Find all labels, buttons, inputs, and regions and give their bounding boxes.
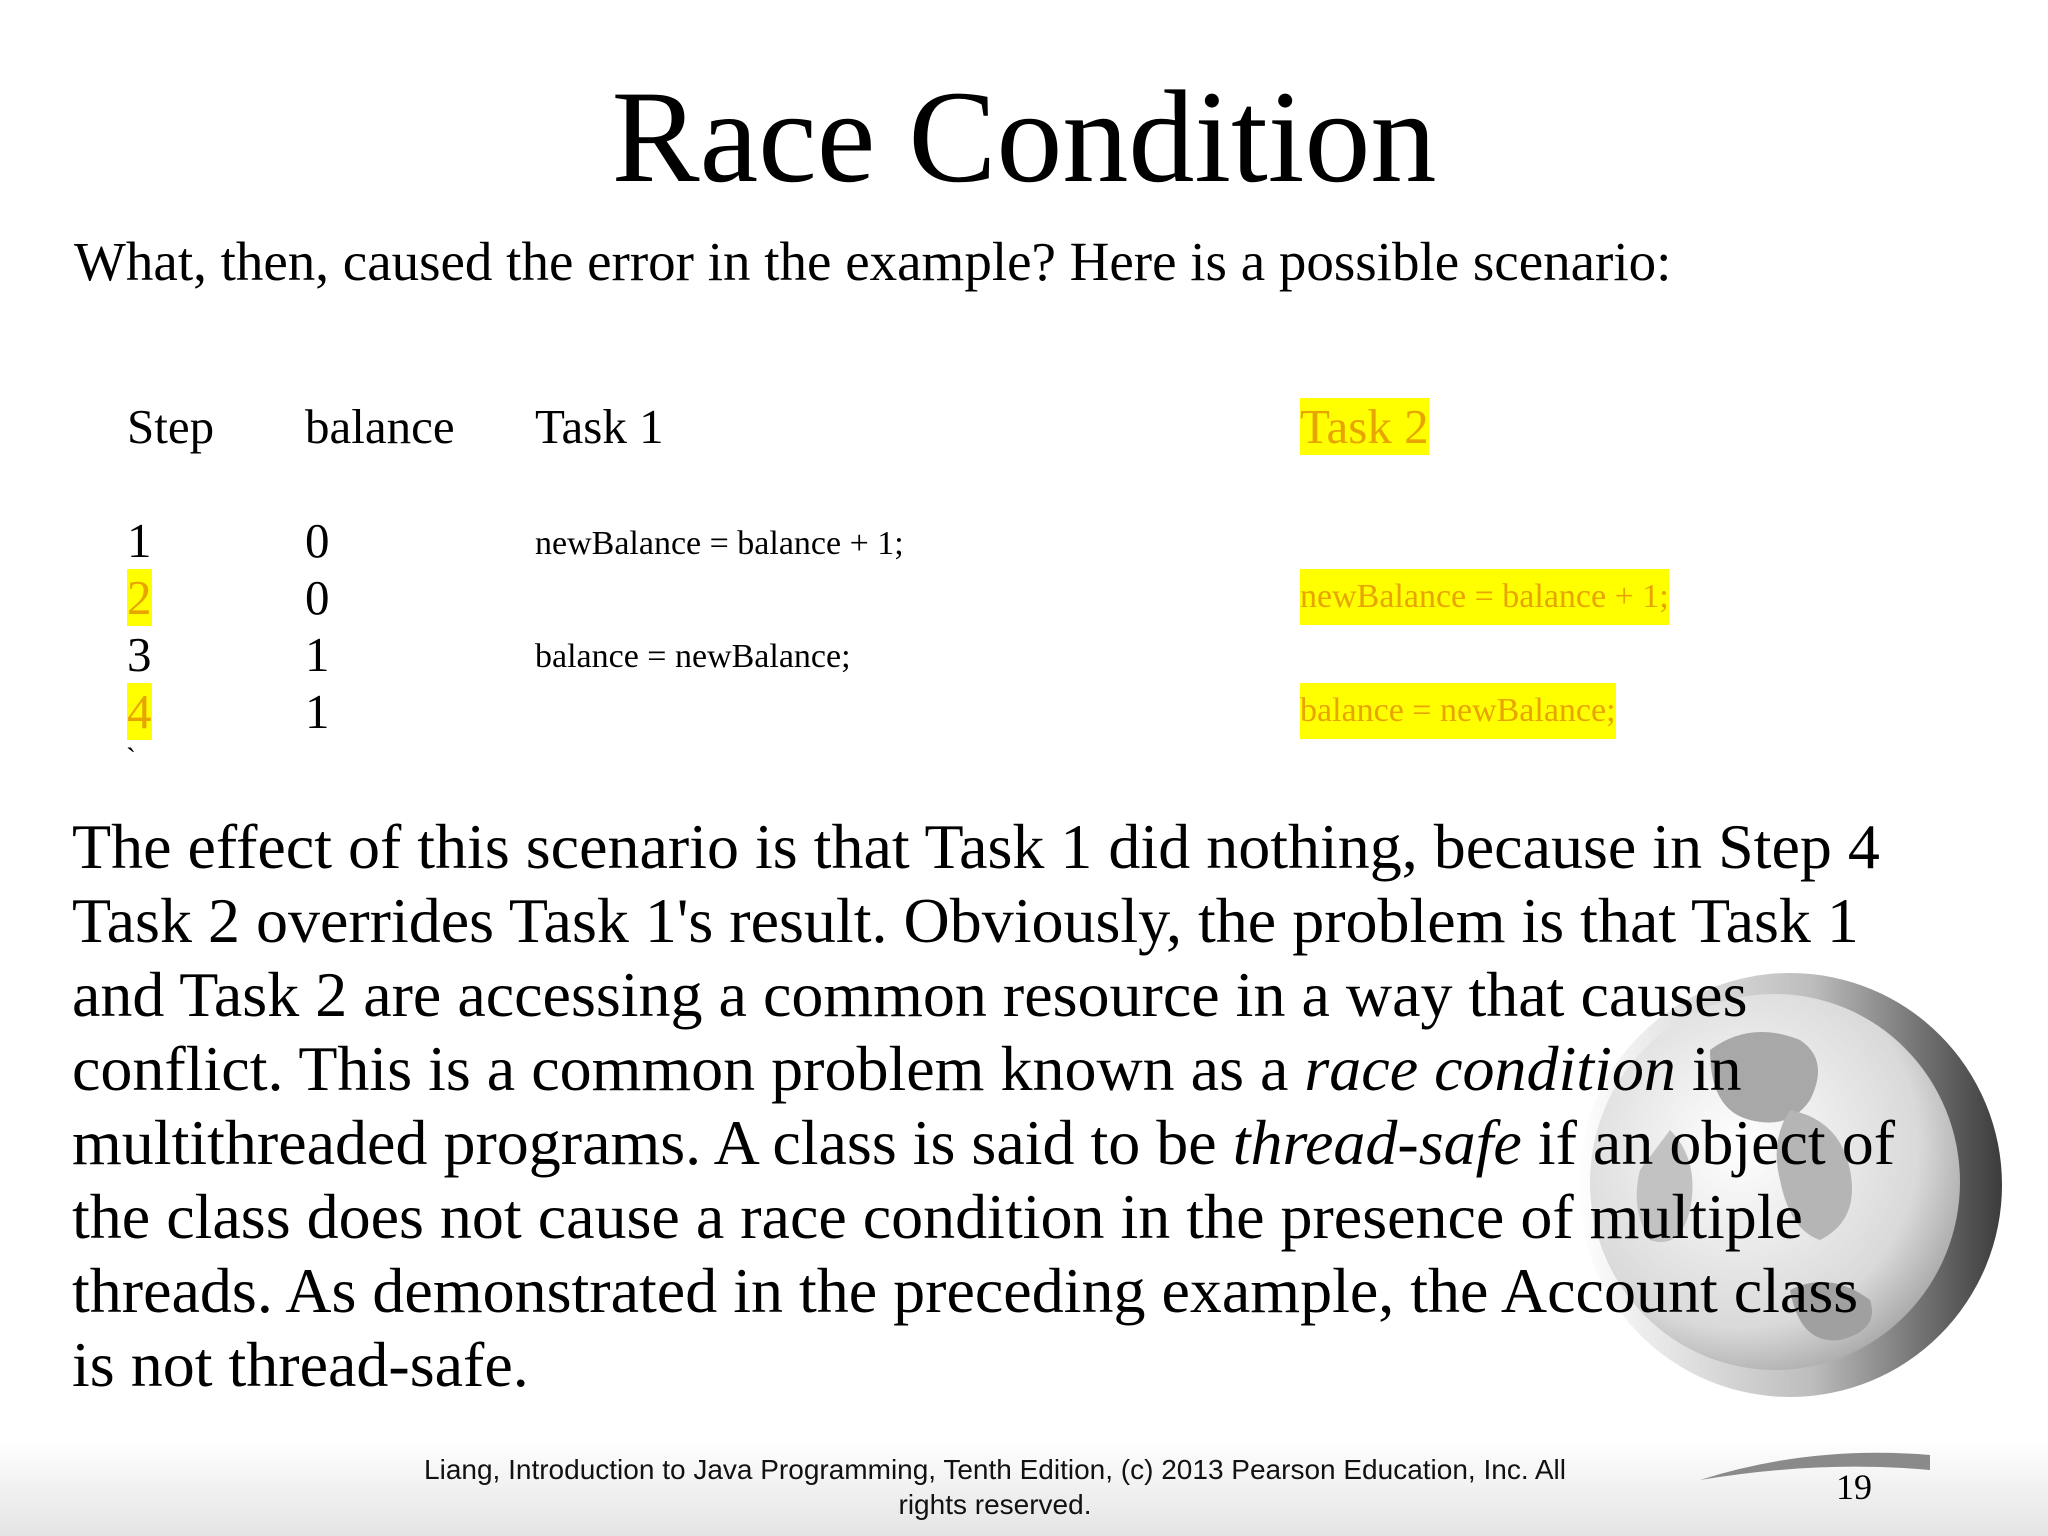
footer-credit [395, 1452, 1595, 1522]
term-race-condition: race condition [1304, 1033, 1676, 1104]
footer-line-2: rights reserved. [898, 1489, 1092, 1520]
row1-task1: newBalance = balance + 1; [535, 525, 904, 562]
row3-balance: 1 [305, 627, 330, 682]
page-number-swoosh [1700, 1450, 1930, 1490]
body-text-1: The effect of this scenario is that Task 1 did nothing, because in Step 4 Task 2 overrides Task 1's result. Obviously, the problem is that Task 1 and Task 2 are accessing a common resource in a way that causes conflict. This is a common problem known as a [72, 811, 1880, 1104]
row3-task1: balance = newBalance; [535, 638, 851, 675]
row1-step: 1 [127, 513, 152, 568]
body-paragraph [72, 810, 1902, 1402]
intro-text: What, then, caused the error in the example? Here is a possible scenario: [74, 231, 1672, 292]
body-text-3: if an object of the class does not cause a race condition in the presence of multiple threads. As demonstrated in the preceding example, the Account class is not thread-safe. [72, 1107, 1895, 1400]
term-thread-safe: thread-safe [1232, 1107, 1522, 1178]
row2-step: 2 [127, 570, 152, 625]
row2-task2: newBalance = balance + 1; [1300, 569, 1669, 625]
slide-title: Race Condition [611, 63, 1437, 210]
header-task1: Task 1 [535, 399, 664, 454]
header-balance: balance [305, 399, 455, 454]
row3-step: 3 [127, 627, 152, 682]
row1-balance: 0 [305, 513, 330, 568]
header-step: Step [127, 399, 215, 454]
row2-balance: 0 [305, 570, 330, 625]
page-number: 19 [1836, 1467, 1872, 1507]
body-text-2: in multithreaded programs. A class is said to be [72, 1033, 1742, 1178]
row4-balance: 1 [305, 684, 330, 739]
header-task2: Task 2 [1300, 399, 1429, 454]
row4-step: 4 [127, 684, 152, 739]
row4-task2: balance = newBalance; [1300, 683, 1616, 739]
footer-line-1: Liang, Introduction to Java Programming, Tenth Edition, (c) 2013 Pearson Education, Inc. All [424, 1454, 1566, 1485]
stray-mark: ` [126, 742, 136, 775]
